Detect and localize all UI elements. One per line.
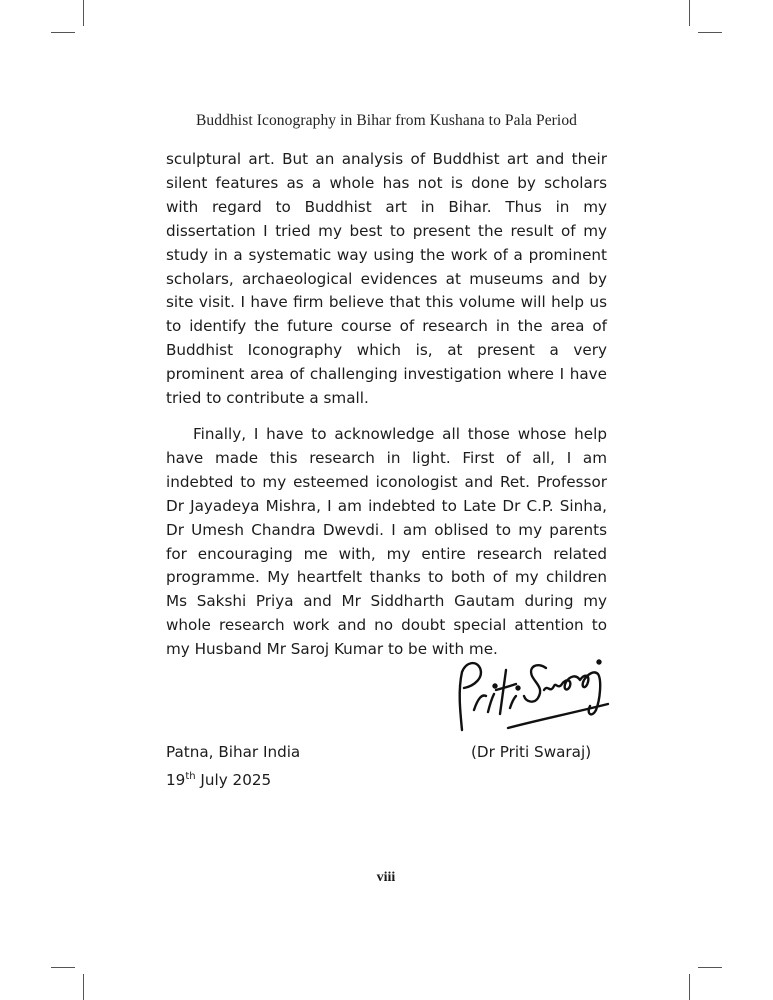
running-head: Buddhist Iconography in Bihar from Kushana to Pala Period (195, 112, 578, 129)
crop-mark (51, 967, 75, 968)
paragraph-2: Finally, I have to acknowledge all those whose help have made this research in light. First of all, I am indebted to my esteemed iconologist and Ret. Professor Dr Jayadeya Mishra, I am indebted to Late Dr C.P. Sinha, Dr Umesh Chandra Dwevdi. I am oblised to my parents for encouraging me with, my entire research related programme. My heartfelt thanks to both of my children Ms Sakshi Priya and Mr Siddharth Gautam during my whole research work and no doubt special attention to my Husband Mr Saroj Kumar to be with me. (166, 424, 607, 659)
page-number: viii (376, 870, 396, 885)
crop-mark (83, 974, 84, 1000)
crop-mark (51, 32, 75, 33)
date-suffix: th (185, 771, 196, 782)
crop-mark (698, 967, 722, 968)
place-text: Patna, Bihar India (166, 743, 301, 761)
signatory-text: (Dr Priti Swaraj) (471, 743, 592, 761)
closing-row-1 (166, 738, 607, 766)
date-line (166, 766, 607, 794)
paragraph-1: sculptural art. But an analysis of Buddhist art and their silent features as a whole has not is done by scholars with regard to Buddhist art in Bihar. Thus in my dissertation I tried my best to present the result of my study in a systematic way using the work of a prominent scholars, archaeological evidences at museums and by site visit. I have firm believe that this volume will help us to identify the future course of research in the area of Buddhist Iconography which is, at present a very prominent area of challenging investigation where I have tried to contribute a small. (166, 150, 607, 408)
crop-mark (698, 32, 722, 33)
closing-block (166, 738, 607, 794)
date-rest: July 2025 (195, 771, 272, 789)
date-day: 19 (166, 771, 186, 789)
signature (448, 640, 618, 740)
crop-mark (83, 0, 84, 26)
crop-mark (689, 974, 690, 1000)
body-text (166, 148, 607, 662)
crop-mark (689, 0, 690, 26)
